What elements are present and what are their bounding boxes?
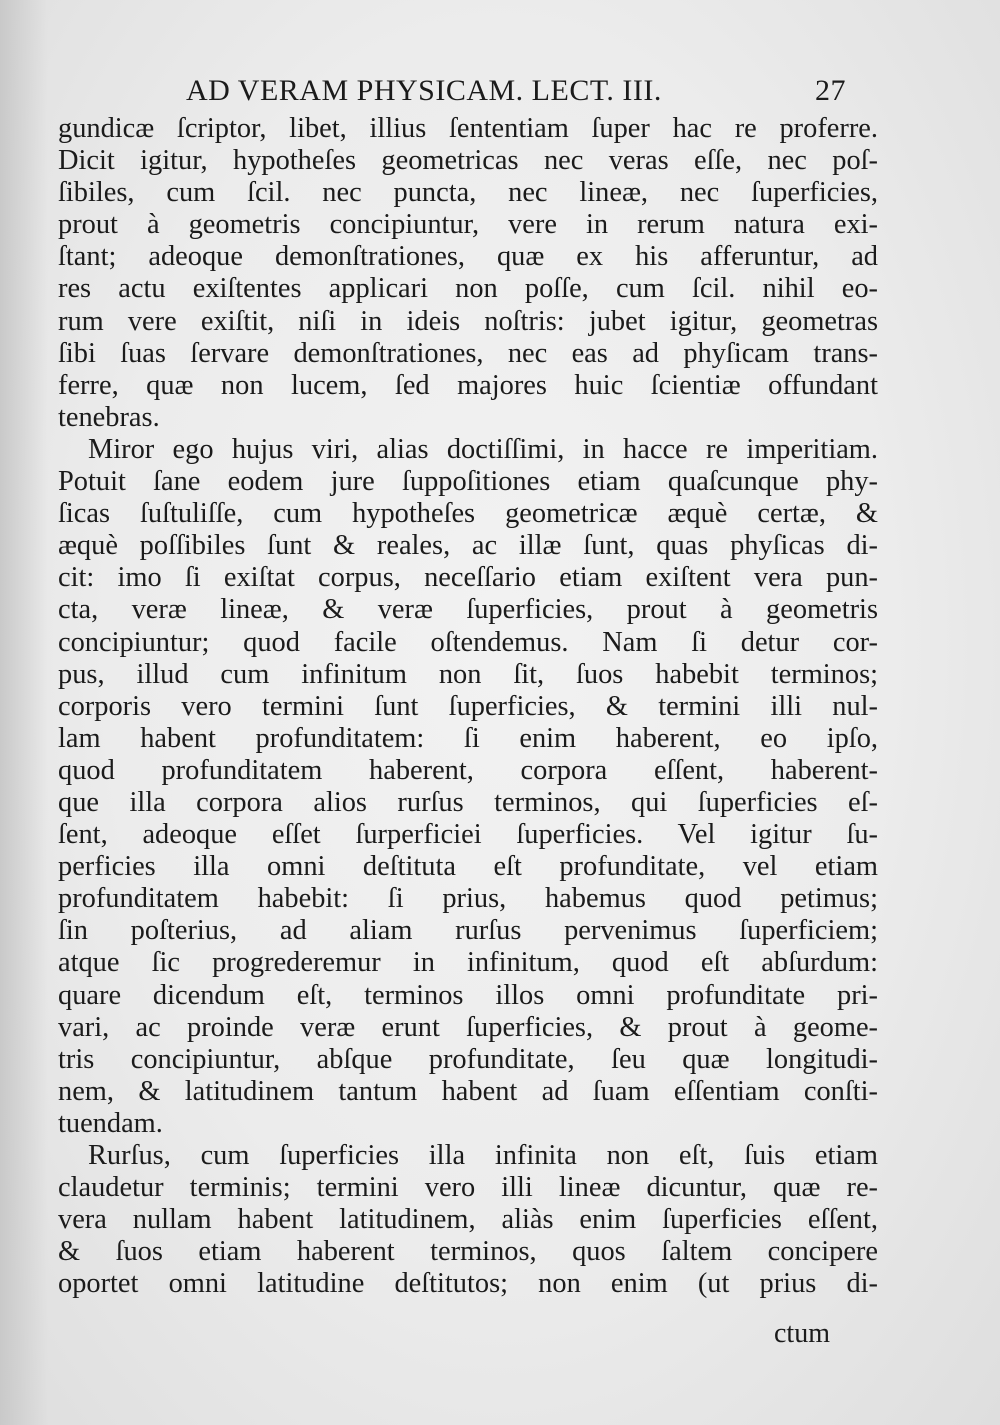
text-line: concipiuntur; quod facile oſtendemus. Nam ſi detur cor-	[58, 626, 878, 658]
text-line: quod profunditatem haberent, corpora eſſent, haberent-	[58, 754, 878, 786]
text-line: claudetur terminis; termini vero illi lineæ dicuntur, quæ re-	[58, 1172, 878, 1204]
running-title: AD VERAM PHYSICAM. LECT. III.	[186, 74, 662, 107]
running-header	[186, 74, 856, 114]
text-line: Miror ego hujus viri, alias doctiſſimi, in hacce re imperitiam.	[88, 433, 878, 465]
text-line: æquè poſſibiles ſunt & reales, ac illæ ſunt, quas phyſicas di-	[58, 530, 878, 562]
text-line: Dicit igitur, hypotheſes geometricas nec veras eſſe, nec poſ-	[58, 145, 878, 177]
text-line: tenebras.	[58, 401, 160, 433]
text-line: cta, veræ lineæ, & veræ ſuperficies, prout à geometris	[58, 594, 878, 626]
text-line: atque ſic progrederemur in infinitum, quod eſt abſurdum:	[58, 947, 878, 979]
text-line: ferre, quæ non lucem, ſed majores huic ſcientiæ offundant	[58, 369, 878, 401]
text-line: ſibiles, cum ſcil. nec puncta, nec lineæ, nec ſuperficies,	[58, 177, 878, 209]
text-line: perficies illa omni deſtituta eſt profunditate, vel etiam	[58, 851, 878, 883]
text-line: tuendam.	[58, 1107, 163, 1139]
text-line: pus, illud cum infinitum non ſit, ſuos habebit terminos;	[58, 658, 878, 690]
body-text	[58, 113, 878, 1300]
text-line: prout à geometris concipiuntur, vere in rerum natura exi-	[58, 209, 878, 241]
text-line: Rurſus, cum ſuperficies illa infinita non eſt, ſuis etiam	[88, 1140, 878, 1171]
page-number: 27	[815, 74, 846, 107]
text-line: ſibi ſuas ſervare demonſtrationes, nec eas ad phyſicam trans-	[58, 337, 878, 369]
text-line: cit: imo ſi exiſtat corpus, neceſſario etiam exiſtent vera pun-	[58, 562, 878, 594]
text-line: ſent, adeoque eſſet ſurperficiei ſuperficies. Vel igitur ſu-	[58, 819, 878, 851]
text-line: tris concipiuntur, abſque profunditate, ſeu quæ longitudi-	[58, 1043, 878, 1075]
text-line: que illa corpora alios rurſus terminos, qui ſuperficies eſ-	[58, 786, 878, 818]
text-line: Potuit ſane eodem jure ſuppoſitiones etiam quaſcunque phy-	[58, 466, 878, 498]
text-line: ſicas ſuſtuliſſe, cum hypotheſes geometricæ æquè certæ, &	[58, 498, 878, 530]
text-line: corporis vero termini ſunt ſuperficies, & termini illi nul-	[58, 690, 878, 722]
text-line: oportet omni latitudine deſtitutos; non enim (ut prius di-	[58, 1268, 878, 1300]
text-line: vera nullam habent latitudinem, aliàs enim ſuperficies eſſent,	[58, 1204, 878, 1236]
text-line: rum vere exiſtit, niſi in ideis noſtris: jubet igitur, geometras	[58, 305, 878, 337]
text-line: quare dicendum eſt, terminos illos omni profunditate pri-	[58, 979, 878, 1011]
catchword: ctum	[774, 1318, 830, 1349]
text-line: nem, & latitudinem tantum habent ad ſuam eſſentiam conſti-	[58, 1075, 878, 1107]
text-line: vari, ac proinde veræ erunt ſuperficies, & prout à geome-	[58, 1011, 878, 1043]
spine-shadow	[0, 0, 48, 1425]
text-line: & ſuos etiam haberent terminos, quos ſaltem concipere	[58, 1236, 878, 1268]
text-line: gundicæ ſcriptor, libet, illius ſententiam ſuper hac re proferre.	[58, 113, 878, 144]
text-line: ſtant; adeoque demonſtrationes, quæ ex his afferuntur, ad	[58, 241, 878, 273]
text-line: res actu exiſtentes applicari non poſſe, cum ſcil. nihil eo-	[58, 273, 878, 305]
text-line: ſin poſterius, ad aliam rurſus pervenimus ſuperficiem;	[58, 915, 878, 947]
text-line: lam habent profunditatem: ſi enim haberent, eo ipſo,	[58, 722, 878, 754]
text-line: profunditatem habebit: ſi prius, habemus quod petimus;	[58, 883, 878, 915]
